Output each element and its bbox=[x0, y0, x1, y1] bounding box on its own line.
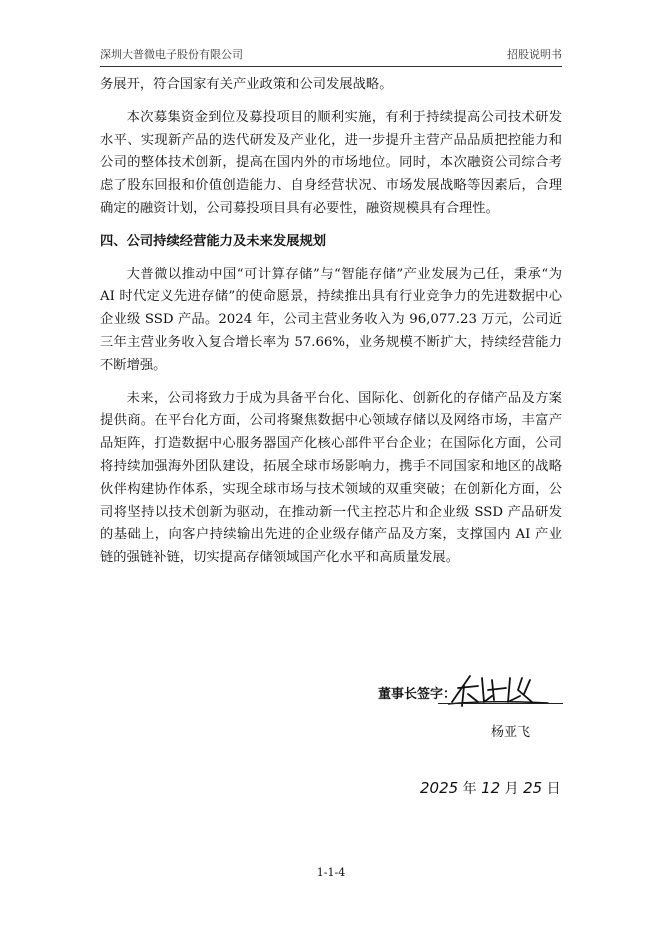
handwritten-signature bbox=[448, 672, 553, 712]
signature-line bbox=[438, 703, 563, 704]
body-text bbox=[100, 74, 562, 570]
header-doc-type: 招股说明书 bbox=[507, 48, 562, 61]
date-day: 25 bbox=[523, 779, 543, 797]
paragraph-3: 大普微以推动中国“可计算存储”与“智能存储”产业发展为己任，秉承“为 AI 时代定义先进存储”的使命愿景，持续推出具有行业竞争力的先进数据中心企业级 SSD 产品。2024 年，公司主营业务收入为 96,077.23 万元，公司近三年主营业务收入复合增长率为 57.66%，业务规模不断扩大，持续经营能力不断增强。 bbox=[100, 266, 562, 373]
page-number: 1-1-4 bbox=[316, 866, 346, 879]
paragraph-2: 本次募集资金到位及募投项目的顺利实施，有利于持续提高公司技术研发水平、实现新产品的迭代研发及产业化，进一步提升主营产品品质把控能力和公司的整体技术创新，提高在国内外的市场地位。同时，本次融资公司综合考虑了股东回报和价值创造能力、自身经营状况、市场发展战略等因素后，合理确定的融资计划，公司募投项目具有必要性，融资规模具有合理性。 bbox=[100, 109, 562, 216]
signing-date bbox=[420, 778, 561, 798]
signer-name: 杨亚飞 bbox=[491, 725, 531, 740]
date-year-unit: 年 bbox=[458, 781, 482, 797]
date-month: 12 bbox=[481, 779, 501, 797]
paragraph-4: 未来，公司将致力于成为具备平台化、国际化、创新化的存储产品及方案提供商。在平台化方面，公司将聚焦数据中心领域存储以及网络市场，丰富产品矩阵，打造数据中心服务器国产化核心部件平台企业；在国际化方面，公司将持续加强海外团队建设，拓展全球市场影响力，携手不同国家和地区的战略伙伴构建协作体系，实现全球市场与技术领域的双重突破；在创新化方面，公司将坚持以技术创新为驱动，在推动新一代主控芯片和企业级 SSD 产品研发的基础上，向客户持续输出先进的企业级存储产品及方案，支撑国内 AI 产业链的强链补链，切实提高存储领域国产化水平和高质量发展。 bbox=[100, 390, 562, 566]
date-year: 2025 bbox=[420, 779, 459, 797]
date-month-unit: 月 bbox=[500, 781, 524, 797]
page-header bbox=[100, 46, 562, 64]
section-heading: 四、公司持续经营能力及未来发展规划 bbox=[100, 233, 327, 249]
header-rule bbox=[100, 66, 562, 67]
date-day-unit: 日 bbox=[542, 781, 561, 797]
paragraph-1: 务展开，符合国家有关产业政策和公司发展战略。 bbox=[100, 77, 393, 92]
signature-label: 董事长签字： bbox=[378, 687, 457, 702]
header-company: 深圳大普微电子股份有限公司 bbox=[100, 48, 243, 61]
